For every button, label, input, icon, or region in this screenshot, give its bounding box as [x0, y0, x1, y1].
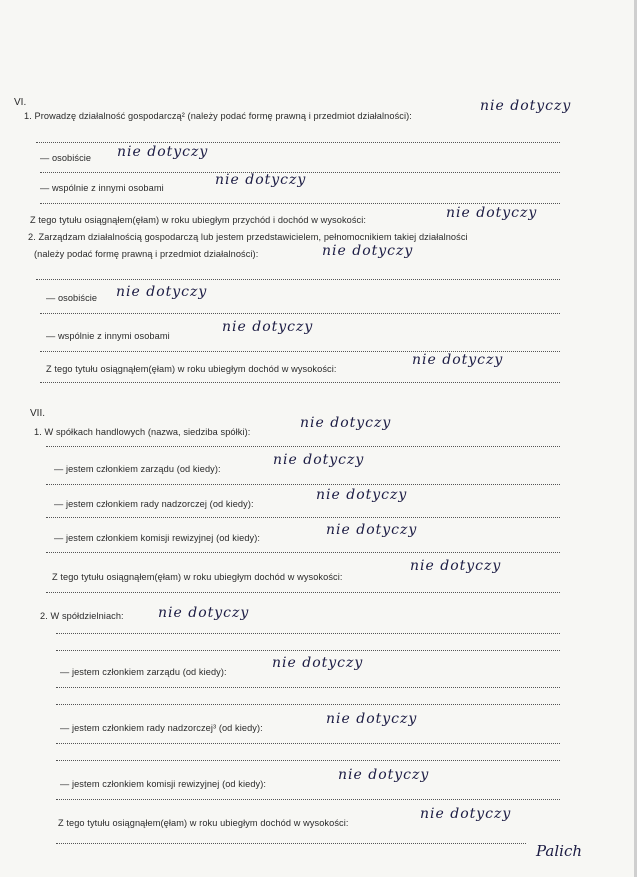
dotted-line — [56, 760, 560, 761]
dotted-line — [46, 484, 560, 485]
dotted-line — [56, 799, 560, 800]
s7-q2-audit-label: — jestem członkiem komisji rewizyjnej (od kiedy): — [60, 779, 267, 789]
s7-q1-income-answer: nie dotyczy — [410, 558, 502, 574]
s7-q2-audit-answer: nie dotyczy — [338, 767, 430, 783]
dotted-line — [56, 633, 560, 634]
s7-q1-board-answer: nie dotyczy — [273, 452, 365, 468]
s6-q1-answer: nie dotyczy — [480, 98, 572, 114]
s7-q1-answer: nie dotyczy — [300, 415, 392, 431]
dotted-line — [56, 687, 560, 688]
s6-q2-joint-label: — wspólnie z innymi osobami — [46, 331, 170, 341]
s7-q1-board-label: — jestem członkiem zarządu (od kiedy): — [54, 464, 221, 474]
dotted-line — [40, 203, 560, 204]
s7-q2-income-answer: nie dotyczy — [420, 806, 512, 822]
s7-q1-audit-label: — jestem członkiem komisji rewizyjnej (od kiedy): — [54, 533, 261, 543]
s7-q2-label: 2. W spółdzielniach: — [40, 611, 124, 621]
dotted-line — [56, 743, 560, 744]
dotted-line — [46, 517, 560, 518]
s6-q2-income-label: Z tego tytułu osiągnąłem(ęłam) w roku ubiegłym dochód w wysokości: — [46, 364, 337, 374]
signature: Palich — [536, 842, 583, 860]
dotted-line — [56, 650, 560, 651]
s6-q2-label-line2: (należy podać formę prawną i przedmiot działalności): — [34, 249, 259, 259]
s6-q2-income-answer: nie dotyczy — [412, 352, 504, 368]
s6-q1-income-label: Z tego tytułu osiągnąłem(ęłam) w roku ubiegłym przychód i dochód w wysokości: — [30, 215, 367, 225]
s6-q2-personal-answer: nie dotyczy — [116, 284, 208, 300]
s7-q1-supervisory-answer: nie dotyczy — [316, 487, 408, 503]
s7-q1-supervisory-label: — jestem członkiem rady nadzorczej (od kiedy): — [54, 499, 254, 509]
s6-q1-joint-label: — wspólnie z innymi osobami — [40, 183, 164, 193]
s7-q2-supervisory-answer: nie dotyczy — [326, 711, 418, 727]
s6-q1-label: 1. Prowadzę działalność gospodarczą² (należy podać formę prawną i przedmiot działalności): — [24, 111, 412, 121]
dotted-line — [56, 843, 526, 844]
s6-q2-joint-answer: nie dotyczy — [222, 319, 314, 335]
dotted-line — [40, 313, 560, 314]
s7-q2-board-answer: nie dotyczy — [272, 655, 364, 671]
s6-q1-personal-label: — osobiście — [40, 153, 92, 163]
dotted-line — [56, 704, 560, 705]
section-7-heading: VII. — [30, 408, 46, 419]
dotted-line — [36, 142, 560, 143]
s7-q2-income-label: Z tego tytułu osiągnąłem(ęłam) w roku ubiegłym dochód w wysokości: — [58, 818, 349, 828]
dotted-line — [46, 552, 560, 553]
s7-q1-audit-answer: nie dotyczy — [326, 522, 418, 538]
s6-q2-label-line1: 2. Zarządzam działalnością gospodarczą lub jestem przedstawicielem, pełnomocnikiem takiej działalności — [28, 232, 468, 242]
dotted-line — [46, 592, 560, 593]
s7-q2-board-label: — jestem członkiem zarządu (od kiedy): — [60, 667, 227, 677]
dotted-line — [36, 279, 560, 280]
section-6-heading: VI. — [14, 97, 27, 108]
s6-q1-joint-answer: nie dotyczy — [215, 172, 307, 188]
s6-q1-personal-answer: nie dotyczy — [117, 144, 209, 160]
s6-q1-income-answer: nie dotyczy — [446, 205, 538, 221]
s7-q2-supervisory-label: — jestem członkiem rady nadzorczej³ (od kiedy): — [60, 723, 263, 733]
s7-q1-label: 1. W spółkach handlowych (nazwa, siedziba spółki): — [34, 427, 251, 437]
dotted-line — [40, 382, 560, 383]
s6-q2-personal-label: — osobiście — [46, 293, 98, 303]
s7-q2-answer: nie dotyczy — [158, 605, 250, 621]
s6-q2-answer: nie dotyczy — [322, 243, 414, 259]
s7-q1-income-label: Z tego tytułu osiągnąłem(ęłam) w roku ubiegłym dochód w wysokości: — [52, 572, 343, 582]
dotted-line — [46, 446, 560, 447]
